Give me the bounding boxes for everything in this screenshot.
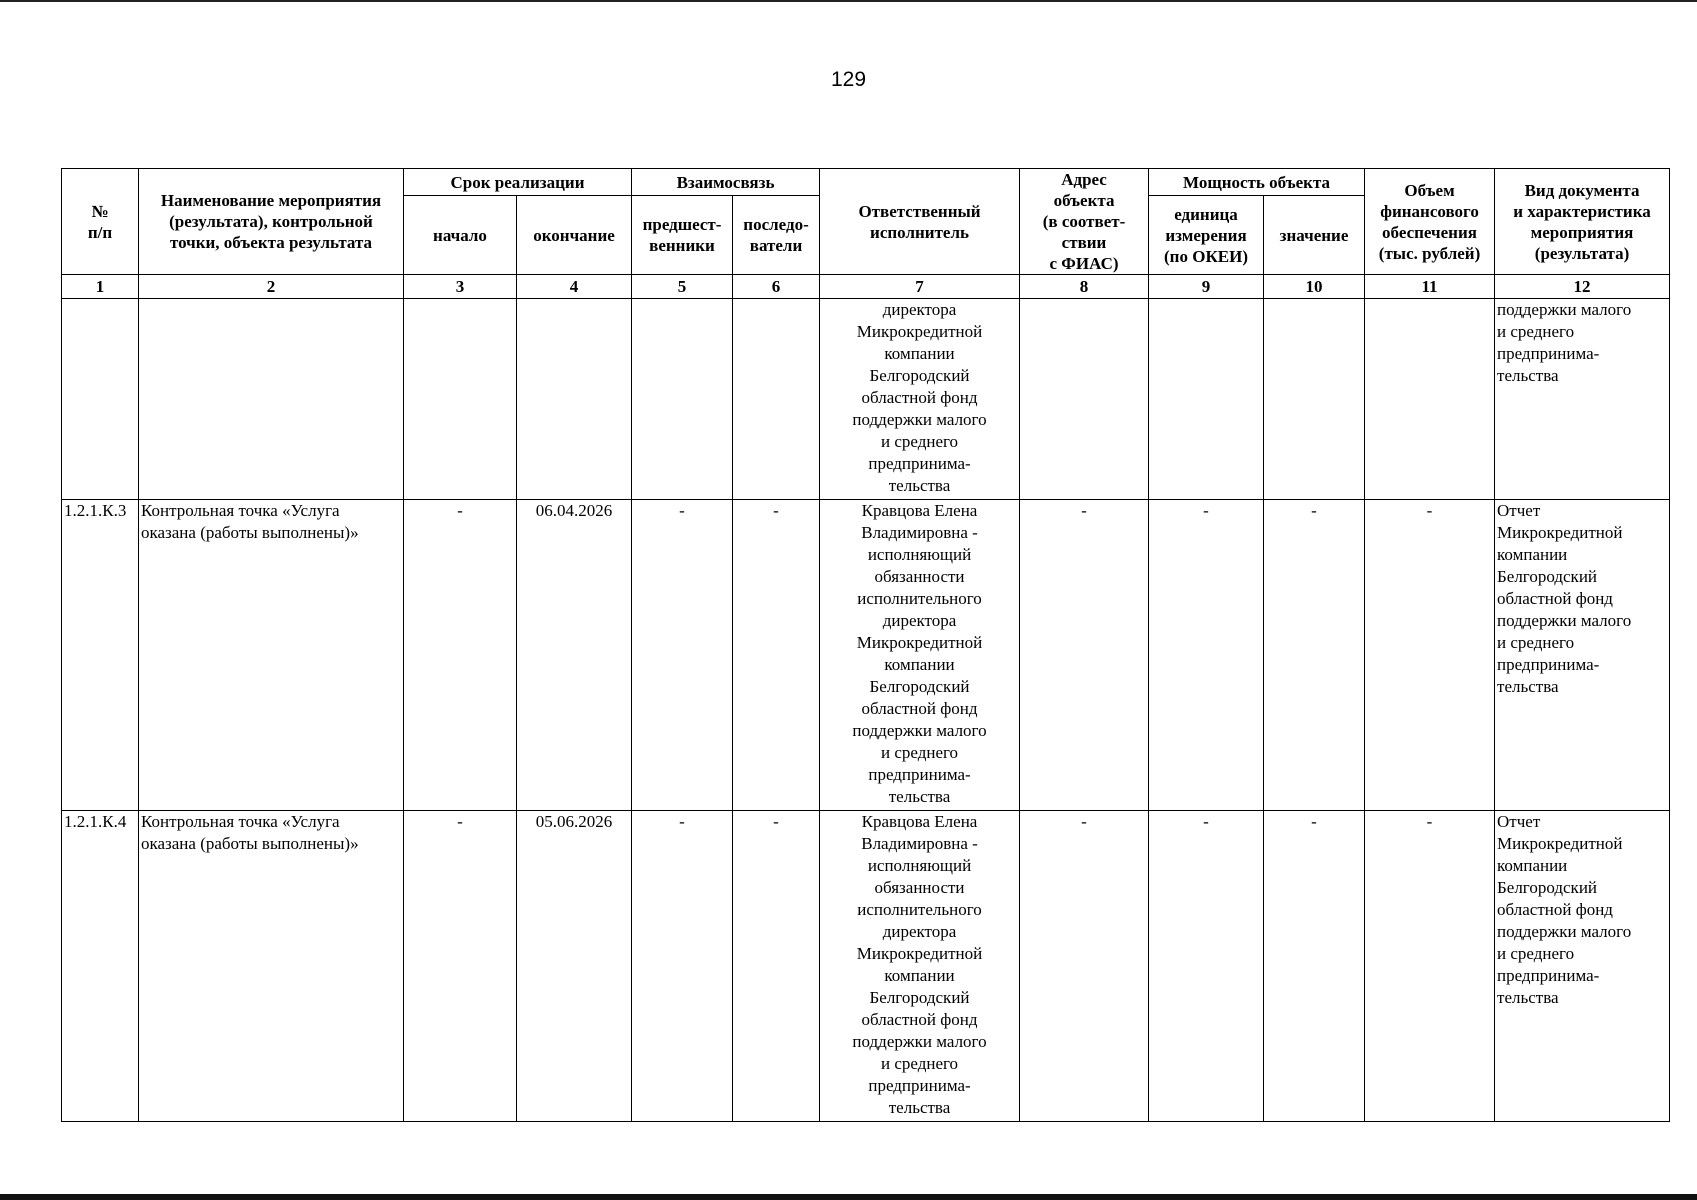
cell-finance (1365, 299, 1495, 500)
cell-value: - (1264, 500, 1365, 811)
scan-edge-bottom (0, 1194, 1697, 1200)
header-document: Вид документа и характеристика мероприятия (результата) (1495, 169, 1670, 275)
cell-responsible: Кравцова Елена Владимировна - исполняющий обязанности исполнительного директора Микрокредитной компании Белгородский областной фонд поддержки малого и среднего предпринима- тельства (820, 811, 1020, 1122)
header-predecessors: предшест- венники (632, 196, 733, 275)
column-number: 4 (517, 275, 632, 299)
cell-start: - (404, 500, 517, 811)
column-number: 11 (1365, 275, 1495, 299)
cell-responsible: Кравцова Елена Владимировна - исполняющий обязанности исполнительного директора Микрокредитной компании Белгородский областной фонд поддержки малого и среднего предпринима- тельства (820, 500, 1020, 811)
cell-value (1264, 299, 1365, 500)
header-finance: Объем финансового обеспечения (тыс. рублей) (1365, 169, 1495, 275)
column-number: 9 (1149, 275, 1264, 299)
cell-document: поддержки малого и среднего предпринима- тельства (1495, 299, 1670, 500)
header-responsible: Ответственный исполнитель (820, 169, 1020, 275)
column-number: 6 (733, 275, 820, 299)
cell-successors (733, 299, 820, 500)
header-num: № п/п (62, 169, 139, 275)
page-number: 129 (830, 68, 867, 91)
header-unit: единица измерения (по ОКЕИ) (1149, 196, 1264, 275)
cell-unit: - (1149, 811, 1264, 1122)
header-address: Адрес объекта (в соответ- ствии с ФИАС) (1020, 169, 1149, 275)
cell-finance: - (1365, 811, 1495, 1122)
header-value: значение (1264, 196, 1365, 275)
cell-start: - (404, 811, 517, 1122)
column-number: 7 (820, 275, 1020, 299)
header-link-group: Взаимосвязь (632, 169, 820, 196)
column-number: 2 (139, 275, 404, 299)
cell-predecessors (632, 299, 733, 500)
column-number: 3 (404, 275, 517, 299)
cell-address: - (1020, 500, 1149, 811)
table-row (62, 500, 1670, 811)
cell-document: Отчет Микрокредитной компании Белгородский областной фонд поддержки малого и среднего предпринима- тельства (1495, 811, 1670, 1122)
header-name: Наименование мероприятия (результата), контрольной точки, объекта результата (139, 169, 404, 275)
cell-successors: - (733, 811, 820, 1122)
cell-name (139, 299, 404, 500)
cell-predecessors: - (632, 811, 733, 1122)
events-table (61, 168, 1670, 1122)
header-end: окончание (517, 196, 632, 275)
cell-start (404, 299, 517, 500)
column-number: 1 (62, 275, 139, 299)
cell-document: Отчет Микрокредитной компании Белгородский областной фонд поддержки малого и среднего предпринима- тельства (1495, 500, 1670, 811)
cell-predecessors: - (632, 500, 733, 811)
cell-end: 05.06.2026 (517, 811, 632, 1122)
header-successors: последо- ватели (733, 196, 820, 275)
cell-responsible: директора Микрокредитной компании Белгородский областной фонд поддержки малого и среднего предпринима- тельства (820, 299, 1020, 500)
cell-name: Контрольная точка «Услуга оказана (работы выполнены)» (139, 811, 404, 1122)
cell-end: 06.04.2026 (517, 500, 632, 811)
cell-finance: - (1365, 500, 1495, 811)
column-number: 12 (1495, 275, 1670, 299)
table-row (62, 299, 1670, 500)
column-number: 5 (632, 275, 733, 299)
cell-num: 1.2.1.К.3 (62, 500, 139, 811)
cell-unit: - (1149, 500, 1264, 811)
header-term-group: Срок реализации (404, 169, 632, 196)
column-number: 8 (1020, 275, 1149, 299)
cell-successors: - (733, 500, 820, 811)
cell-end (517, 299, 632, 500)
cell-num: 1.2.1.К.4 (62, 811, 139, 1122)
cell-unit (1149, 299, 1264, 500)
column-number: 10 (1264, 275, 1365, 299)
table-row (62, 811, 1670, 1122)
cell-value: - (1264, 811, 1365, 1122)
scan-edge-top (0, 0, 1697, 2)
cell-address (1020, 299, 1149, 500)
cell-num (62, 299, 139, 500)
cell-address: - (1020, 811, 1149, 1122)
column-number-row (62, 275, 1670, 299)
cell-name: Контрольная точка «Услуга оказана (работы выполнены)» (139, 500, 404, 811)
header-capacity-group: Мощность объекта (1149, 169, 1365, 196)
header-row-1 (62, 169, 1670, 196)
header-start: начало (404, 196, 517, 275)
